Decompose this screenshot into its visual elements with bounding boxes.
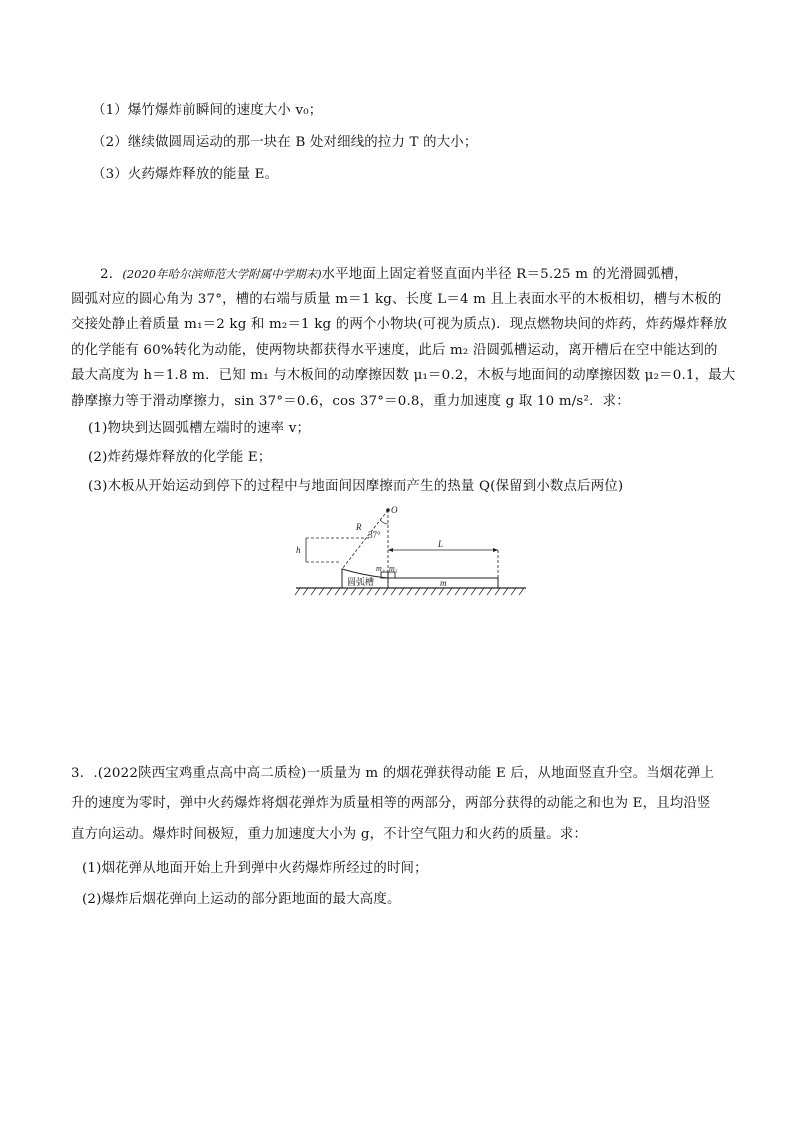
problem2-diagram (292, 502, 532, 602)
angle-arc (380, 520, 388, 524)
p3-source: .(2022陕西宝鸡重点高中高二质检) (93, 766, 307, 781)
p3-text-line-3: 直方向运动。爆炸时间极短，重力加速度大小为 g，不计空气阻力和火药的质量。求： (71, 827, 588, 842)
p2-text-line-5: 最大高度为 h＝1.8 m．已知 m₁ 与木板间的动摩擦因数 μ₁＝0.2，木板与地面间的动摩擦因数 μ₂＝0.1，最大 (71, 368, 736, 383)
height-label: h (296, 545, 301, 555)
p2-text-line-2: 圆弧对应的圆心角为 37°，槽的右端与质量 m＝1 kg、长度 L＝4 m 且上表面水平的木板相切，槽与木板的 (71, 292, 722, 307)
m1-label: m₁ (389, 564, 398, 573)
p3-text-line-1: 一质量为 m 的烟花弹获得动能 E 后，从地面竖直升空。当烟花弹上 (306, 766, 715, 781)
p1-question-3: （3）火药爆炸释放的能量 E。 (92, 167, 279, 182)
p2-question-1: (1)物块到达圆弧槽左端时的速率 v； (88, 421, 311, 436)
p3-text-line-2: 升的速度为零时，弹中火药爆炸将烟花弹炸为质量相等的两部分，两部分获得的动能之和也为 E，且均沿竖 (71, 796, 711, 811)
groove-label: 圆弧槽 (347, 577, 375, 587)
p2-text-line-6: 静摩擦力等于滑动摩擦力，sin 37°＝0.6，cos 37°＝0.8，重力加速度 g 取 10 m/s²．求： (71, 394, 630, 409)
length-arrow-right (493, 548, 498, 552)
length-label: L (438, 539, 444, 549)
radius-label: R (356, 522, 362, 532)
length-arrow-left (388, 548, 393, 552)
p1-question-2: （2）继续做圆周运动的那一块在 B 处对细线的拉力 T 的大小； (92, 135, 478, 150)
p2-text-line-4: 的化学能有 60%转化为动能，使两物块都获得水平速度，此后 m₂ 沿圆弧槽运动，离开槽后在空中能达到的 (71, 343, 718, 358)
p2-question-2: (2)炸药爆炸释放的化学能 E； (88, 450, 272, 465)
p2-first-line (100, 265, 688, 284)
center-label: O (391, 505, 398, 515)
p2-text-line-1: 水平地面上固定着竖直面内半径 R＝5.25 m 的光滑圆弧槽， (321, 267, 688, 282)
p3-question-1: (1)烟花弹从地面开始上升到弹中火药爆炸所经过的时间； (82, 861, 428, 876)
angle-label: 37° (368, 530, 381, 540)
p2-question-3: (3)木板从开始运动到停下的过程中与地面间因摩擦而产生的热量 Q(保留到小数点后两位) (88, 479, 624, 494)
p3-question-2: (2)爆炸后烟花弹向上运动的部分距地面的最大高度。 (82, 892, 401, 907)
m2-label: m₂ (376, 564, 385, 573)
p2-number: 2． (100, 267, 123, 282)
radius-slanted (342, 510, 388, 569)
p2-source: (2020年哈尔滨师范大学附属中学期末) (122, 267, 322, 281)
p1-question-1: （1）爆竹爆炸前瞬间的速度大小 v₀； (92, 103, 323, 118)
p3-first-line (71, 765, 714, 783)
ground-hatching (295, 588, 524, 595)
board-mass-label: m (440, 578, 447, 588)
p2-text-line-3: 交接处静止着质量 m₁＝2 kg 和 m₂＝1 kg 的两个小物块(可视为质点)．现点燃物块间的炸药，炸药爆炸释放 (71, 317, 728, 332)
p3-number: 3． (71, 766, 94, 781)
